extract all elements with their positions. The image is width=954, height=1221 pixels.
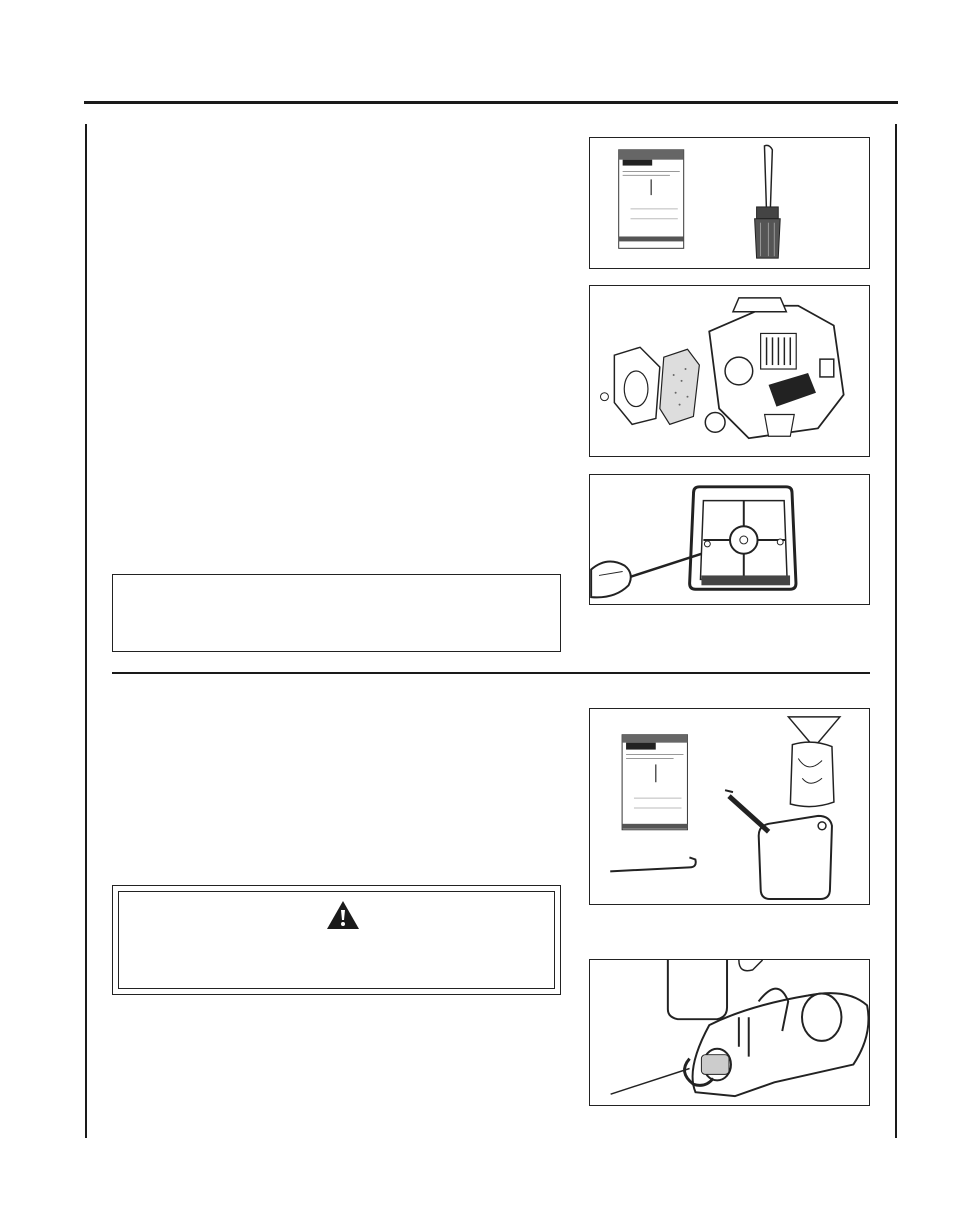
screwdriver-icon [591,554,701,598]
figure-engine-exploded [589,285,870,457]
funnel-cloth-icon [788,717,839,807]
right-margin-line [895,124,897,1138]
air-filter-frame-icon [690,487,796,589]
warning-box-inner [118,891,555,989]
figure-tools-fuel [589,708,870,905]
figure-fuel-tank [589,959,870,1106]
warning-triangle-icon [326,900,360,930]
header-rule [84,101,898,104]
air-filter-icon [660,349,700,424]
warning-box [112,885,561,995]
air-cleaner-cover-icon [601,347,660,424]
figure-filter-screwdriver [589,474,870,605]
manual-booklet-icon [619,150,684,248]
figure-tools-brush [589,137,870,269]
fuel-tank-icon [668,960,869,1096]
wire-hook-icon [610,857,696,871]
manual-booklet-icon [622,735,687,830]
left-margin-line [85,124,87,1138]
note-box [112,574,561,652]
paint-brush-icon [755,145,781,258]
engine-icon [705,298,843,438]
section-divider [112,672,870,674]
